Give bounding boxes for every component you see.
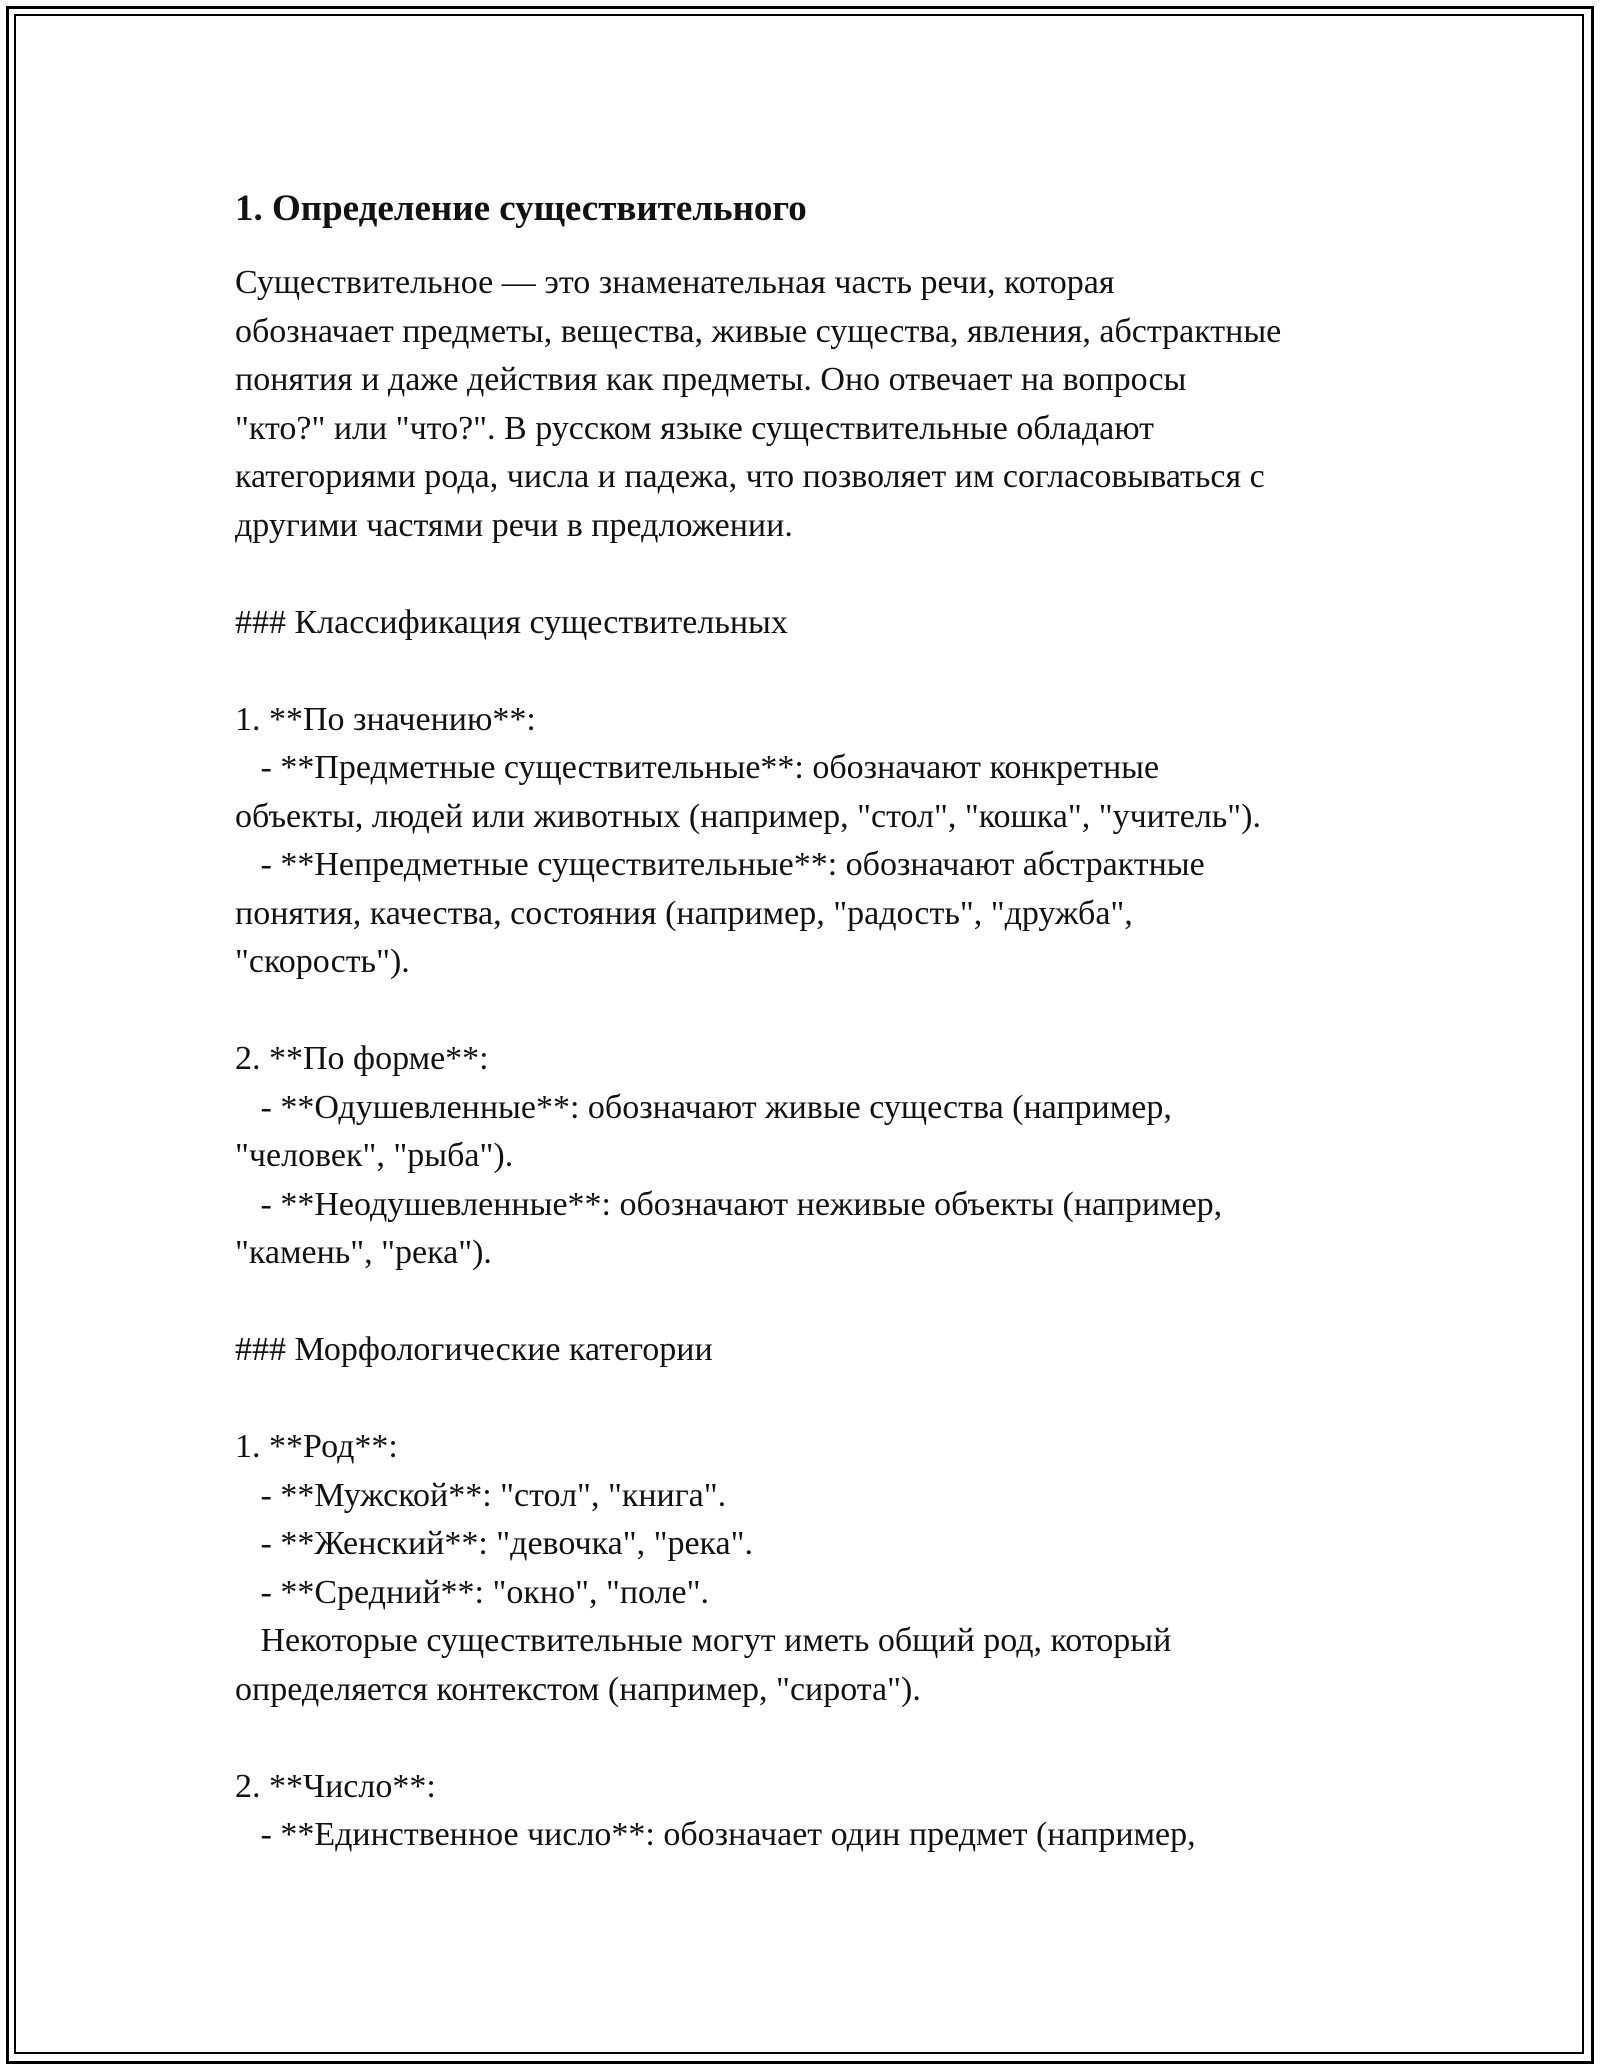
list-by-meaning (235, 696, 1385, 987)
section-heading-classification: ### Классификация существительных (235, 603, 788, 641)
list-number (235, 1763, 1385, 1860)
list-item: 2. **Число**: (235, 1767, 436, 1805)
blank-line (235, 1375, 1385, 1424)
blank-line (235, 1278, 1385, 1327)
blank-line (235, 1714, 1385, 1763)
list-item: "камень", "река"). (235, 1234, 492, 1271)
text-line: другими частями речи в предложении. (235, 506, 793, 544)
list-item: "скорость"). (235, 943, 410, 980)
text-line: обозначает предметы, вещества, живые существа, явления, абстрактные (235, 312, 1282, 350)
list-item: 1. **По значению**: (235, 700, 536, 738)
intro-paragraph (235, 259, 1385, 550)
list-item: - **Неодушевленные**: обозначают неживые объекты (например, (235, 1185, 1223, 1223)
list-item: - **Предметные существительные**: обозначают конкретные (235, 749, 1160, 786)
list-item: 2. **По форме**: (235, 1040, 489, 1077)
list-item: 1. **Род**: (235, 1428, 398, 1465)
blank-line (235, 550, 1385, 599)
list-item: - **Единственное число**: обозначает один предмет (например, (235, 1816, 1196, 1853)
list-item: Некоторые существительные могут иметь общий род, который (235, 1622, 1172, 1659)
blank-line (235, 647, 1385, 696)
list-item: - **Одушевленные**: обозначают живые существа (например, (235, 1088, 1172, 1126)
list-item: объекты, людей или животных (например, "стол", "кошка", "учитель"). (235, 797, 1261, 835)
list-item: - **Мужской**: "стол", "книга". (235, 1476, 727, 1514)
section-heading-morphology: ### Морфологические категории (235, 1331, 713, 1368)
list-by-form (235, 1035, 1385, 1278)
blank-line (235, 987, 1385, 1036)
document-title: 1. Определение существительного (235, 188, 807, 229)
text-line: "кто?" или "что?". В русском языке существительные обладают (235, 409, 1155, 447)
list-item: - **Непредметные существительные**: обозначают абстрактные (235, 846, 1205, 883)
list-item: - **Средний**: "окно", "поле". (235, 1573, 710, 1611)
document-page (235, 185, 1385, 1860)
list-item: определяется контекстом (например, "сирота"). (235, 1670, 921, 1708)
list-gender (235, 1423, 1385, 1714)
text-line: категориями рода, числа и падежа, что позволяет им согласовываться с (235, 458, 1265, 495)
list-item: понятия, качества, состояния (например, "радость", "дружба", (235, 894, 1133, 932)
text-line: Существительное — это знаменательная часть речи, которая (235, 264, 1115, 301)
list-item: "человек", "рыба"). (235, 1137, 514, 1174)
list-item: - **Женский**: "девочка", "река". (235, 1525, 754, 1562)
text-line: понятия и даже действия как предметы. Оно отвечает на вопросы (235, 361, 1187, 398)
